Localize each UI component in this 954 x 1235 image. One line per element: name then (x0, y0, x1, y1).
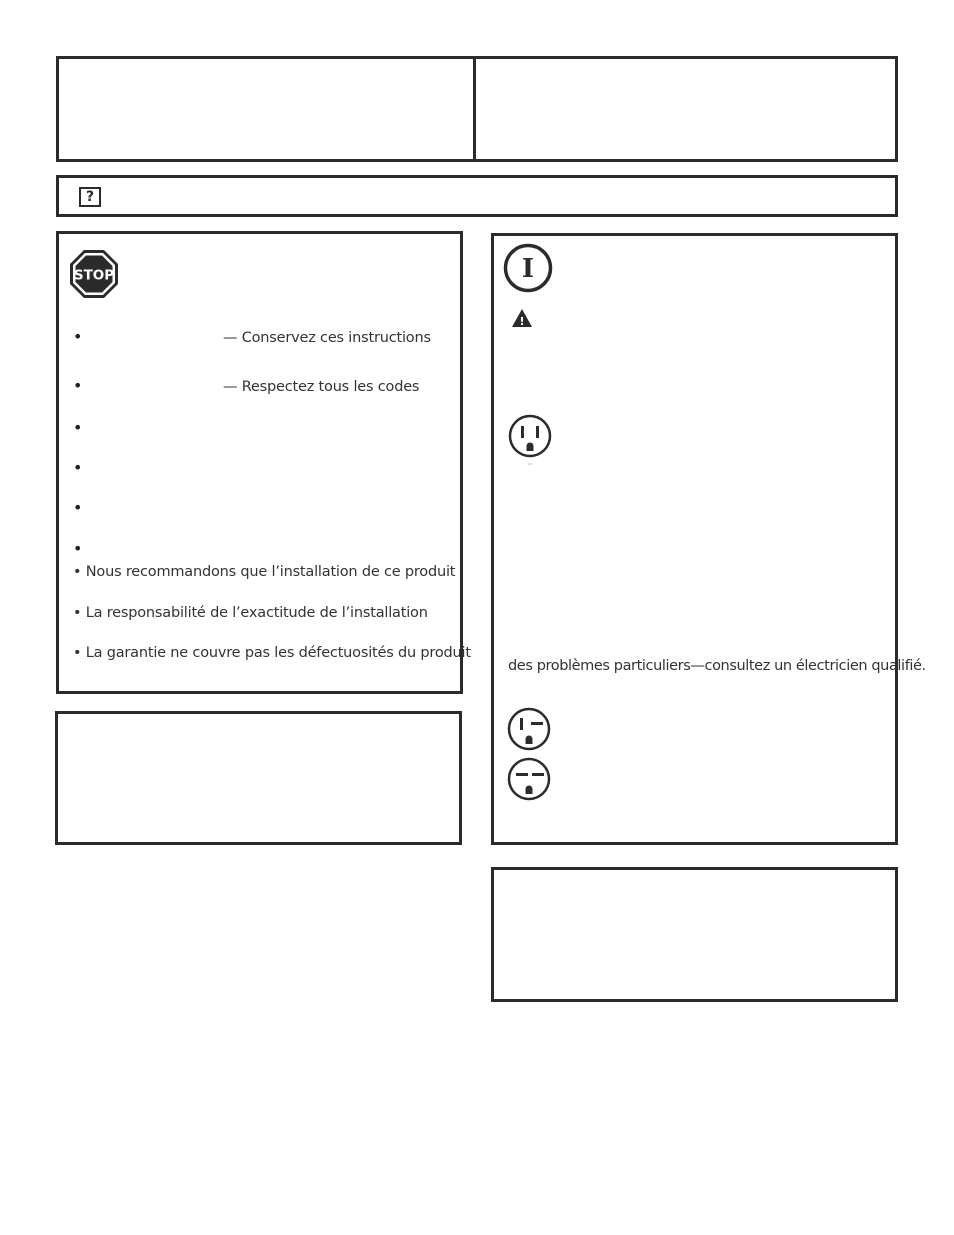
electrician-note: des problèmes particuliers—consultez un électricien qualifié. (508, 658, 926, 674)
info-icon-letter: I (521, 254, 535, 284)
bullet-1: • (73, 327, 83, 346)
lower-left-box (55, 711, 462, 845)
outlet-250v-icon (506, 757, 552, 803)
stop-sign-icon (69, 249, 119, 299)
safety-note-1: • Nous recommandons que l’installation de ce produit (73, 564, 456, 580)
header-box-left (56, 56, 476, 162)
info-icon (503, 243, 553, 293)
warning-icon (511, 308, 533, 328)
bullet-3: • (73, 418, 83, 437)
bullet-2: • (73, 376, 83, 395)
safety-note-3: • La garantie ne couvre pas les défectuosités du produit (73, 645, 471, 661)
safety-box (56, 231, 471, 694)
stop-sign-text: STOP (73, 267, 115, 284)
question-icon (79, 187, 101, 207)
safety-note-2: • La responsabilité de l’exactitude de l’installation (73, 605, 428, 621)
safety-item-1: — Conservez ces instructions (223, 330, 431, 346)
question-mark: ? (85, 189, 95, 205)
bullet-5: • (73, 498, 83, 517)
warning-icon-mark: ! (519, 315, 525, 328)
bullet-4: • (73, 458, 83, 477)
header-box-right (473, 56, 898, 162)
lower-right-box (491, 867, 898, 1002)
outlet-240v-icon (506, 707, 552, 753)
electrical-box (491, 233, 926, 845)
safety-item-2: — Respectez tous les codes (223, 379, 420, 395)
outlet-120v-icon (508, 414, 554, 466)
bullet-6: • (73, 539, 83, 558)
question-bar (56, 175, 898, 217)
